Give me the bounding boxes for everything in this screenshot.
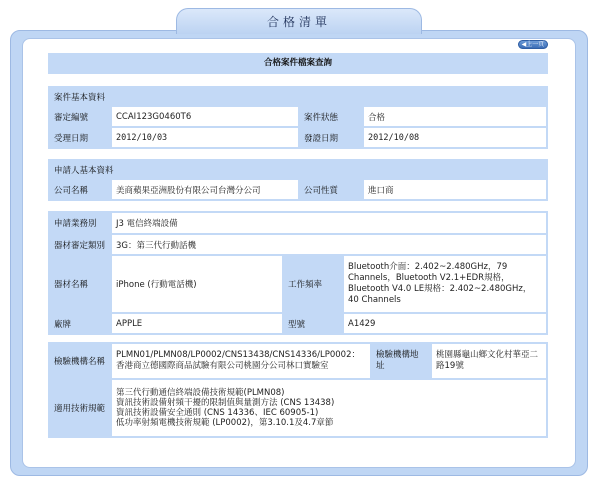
- category-label: 器材審定類別: [50, 235, 110, 254]
- spec-item: 第三代行動通信終端設備技術規範(PLMN08): [116, 388, 285, 398]
- section-title-case: 案件基本資料: [50, 88, 546, 105]
- review-no-value: CCAI123G0460T6: [112, 107, 298, 126]
- company-label: 公司名稱: [50, 180, 110, 199]
- issue-date-label: 發證日期: [300, 128, 362, 147]
- spec-item: 資訊技術設備安全通則 (CNS 14336、IEC 60905-1): [116, 408, 319, 418]
- spec-label: 適用技術規範: [50, 380, 110, 436]
- review-no-label: 審定編號: [50, 107, 110, 126]
- prev-page-button[interactable]: [518, 40, 548, 49]
- lab-addr-label: 檢驗機構地址: [372, 344, 430, 378]
- accept-date-label: 受理日期: [50, 128, 110, 147]
- case-basic-table: [48, 86, 548, 149]
- issue-date-value: 2012/10/08: [364, 128, 546, 147]
- spec-item: 資訊技術設備射頻干擾的限制值與量測方法 (CNS 13438): [116, 398, 335, 408]
- prev-page-label: 上一頁: [526, 41, 545, 48]
- spec-list: [112, 380, 546, 436]
- spec-item: 低功率射頻電機技術規範 (LP0002)，第3.10.1及4.7章節: [116, 418, 334, 428]
- lab-org-value: PLMN01/PLMN08/LP0002/CNS13438/CNS14336/LP0002：香港商立德國際商品試驗有限公司桃園分公司林口實驗室: [112, 344, 370, 378]
- nature-label: 公司性質: [300, 180, 362, 199]
- company-value: 美商蘋果亞洲股份有限公司台灣分公司: [112, 180, 298, 199]
- accept-date-value: 2012/10/03: [112, 128, 298, 147]
- brand-label: 廠牌: [50, 314, 110, 333]
- model-label: 型號: [284, 314, 342, 333]
- status-value: 合格: [364, 107, 546, 126]
- status-label: 案件狀態: [300, 107, 362, 126]
- brand-value: APPLE: [112, 314, 282, 333]
- nature-value: 進口商: [364, 180, 546, 199]
- device-name-value: iPhone (行動電話機): [112, 256, 282, 312]
- business-label: 申請業務別: [50, 213, 110, 233]
- device-table: [48, 211, 548, 335]
- model-value: A1429: [344, 314, 546, 333]
- section-title-applicant: 申請人基本資料: [50, 161, 546, 178]
- frequency-value: Bluetooth介面：2.402~2.480GHz，79 Channels，Bluetooth V2.1+EDR規格，Bluetooth V4.0 LE規格：2.402~2.480GHz，40 Channels: [344, 256, 546, 312]
- page-title: 合格案件檔案查詢: [48, 53, 548, 74]
- lab-table: [48, 342, 548, 438]
- device-name-label: 器材名稱: [50, 256, 110, 312]
- category-value: 3G：第三代行動話機: [112, 235, 546, 254]
- applicant-table: [48, 159, 548, 201]
- lab-org-label: 檢驗機構名稱: [50, 344, 110, 378]
- business-value: J3 電信終端設備: [112, 213, 546, 233]
- lab-addr-value: 桃園縣龜山鄉文化村華亞二路19號: [432, 344, 546, 378]
- frequency-label: 工作頻率: [284, 256, 342, 312]
- back-arrow-icon: ◀: [521, 41, 527, 48]
- window-title: 合格清單: [176, 8, 422, 34]
